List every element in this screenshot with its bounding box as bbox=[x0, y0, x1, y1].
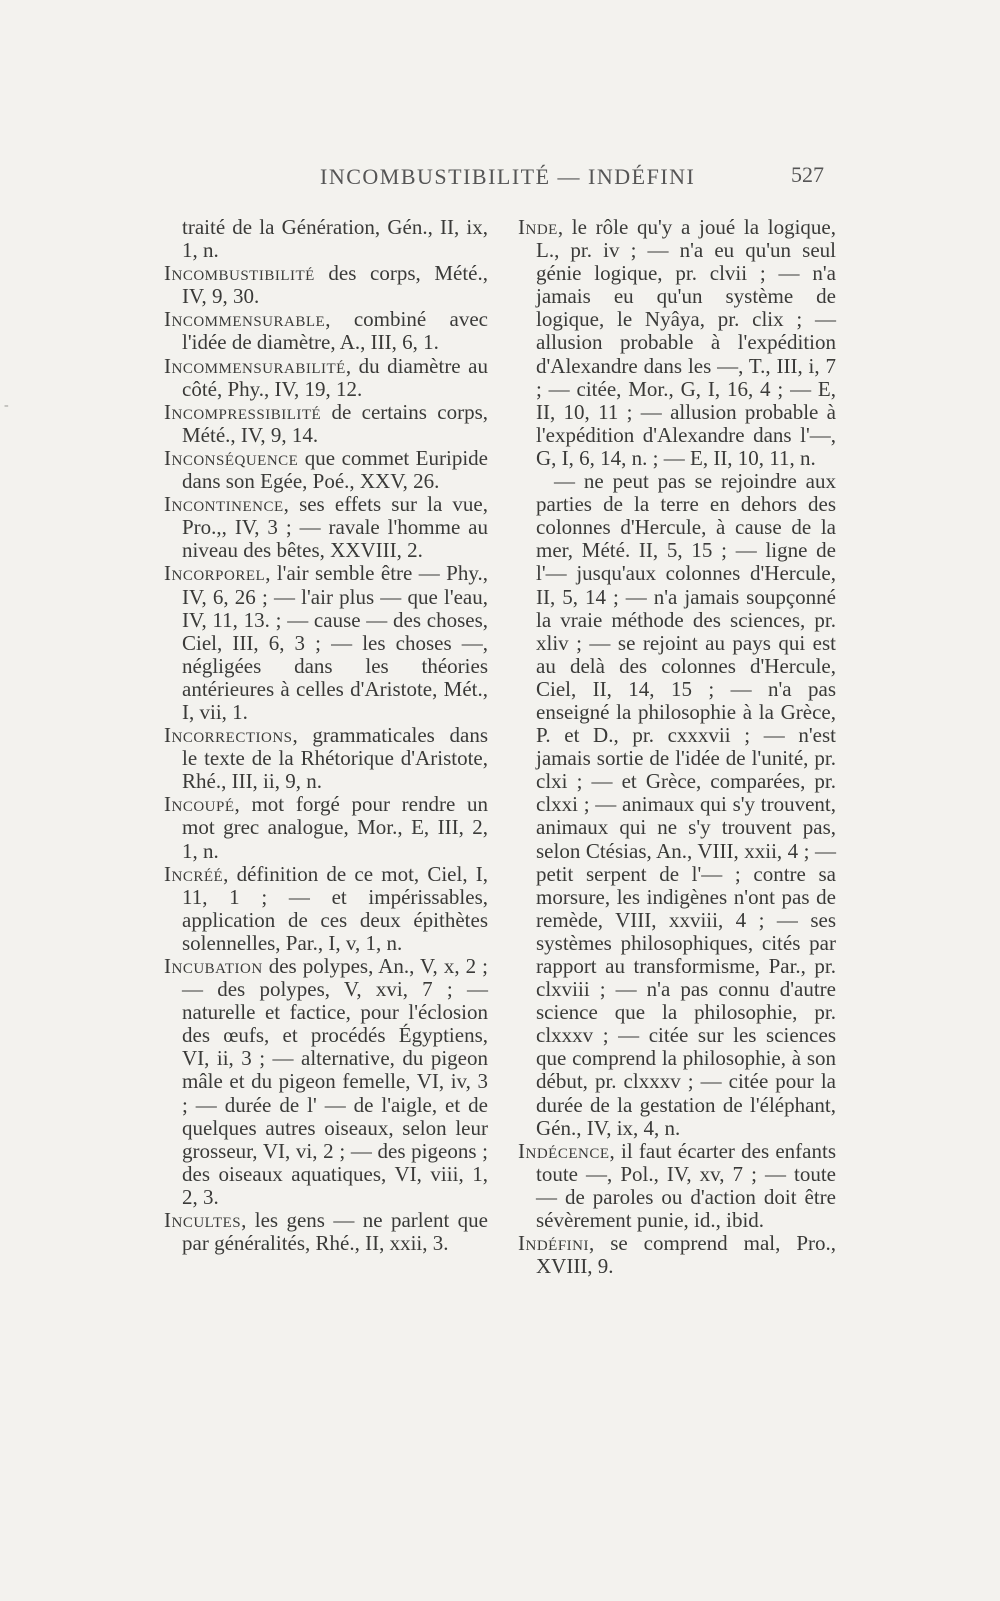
entry-headword: Incorporel bbox=[164, 561, 266, 586]
index-entry bbox=[164, 562, 488, 724]
entry-headword: Incommensurable bbox=[164, 307, 326, 332]
right-entries bbox=[518, 1140, 836, 1279]
index-entry bbox=[164, 863, 488, 955]
index-entry bbox=[518, 1232, 836, 1278]
index-entry bbox=[164, 955, 488, 1209]
entry-headword: Inconséquence bbox=[164, 445, 299, 470]
entry-headword: Incommensurabilité bbox=[164, 353, 346, 378]
entry-text: , le rôle qu'y a joué la logique, L., pr. iv ; — n'a eu qu'un seul génie logique, pr. clvii ; — n'a jamais eu qu'un système de logique, le Nyâya, pr. clix ; — allusion probable à l'expédition d'Alexandre dans les —, T., III, i, 7 ; — citée, Mor., G, I, 16, 4 ; — E, II, 10, 11 ; — allusion probable à l'expédition d'Alexandre dans l'—, G, I, 6, 14, n. ; — E, II, 10, 11, n. bbox=[536, 215, 836, 470]
entry-text: des corps, Mété., IV, 9, 30. bbox=[182, 261, 488, 309]
index-entry bbox=[164, 401, 488, 447]
margin-mark: - bbox=[4, 398, 9, 413]
entry-headword: Incompressibilité bbox=[164, 399, 322, 424]
right-column bbox=[518, 216, 836, 1278]
entry-text: que commet Euripide dans son Egée, Poé., XXV, 26. bbox=[182, 445, 488, 494]
entry-headword: Incombustibilité bbox=[164, 261, 315, 286]
index-entry bbox=[164, 447, 488, 493]
entry-text: , mot forgé pour rendre un mot grec analogue, Mor., E, III, 2, 1, n. bbox=[182, 792, 488, 863]
index-entry bbox=[164, 724, 488, 793]
left-column bbox=[164, 216, 488, 1255]
running-title: INCOMBUSTIBILITÉ — INDÉFINI bbox=[320, 164, 696, 189]
entry-headword: Incubation bbox=[164, 954, 263, 978]
index-entry bbox=[164, 493, 488, 562]
entry-headword: Incultes bbox=[164, 1208, 242, 1233]
entry-text: des polypes, An., V, x, 2 ; — des polypes, V, xvi, 7 ; — naturelle et factice, pour l'éclosion des œufs, et procédés Égyptiens, VI, ii, 3 ; — alternative, du pigeon mâle et du pigeon femelle, VI, iv, 3 ; — durée de l' — de l'aigle, et de quelques autres oiseaux, selon leur grosseur, VI, vi, 2 ; — des pigeons ; des oiseaux aquatiques, VI, viii, 1, 2, 3. bbox=[182, 954, 488, 1209]
entry-text: , l'air semble être — Phy., IV, 6, 26 ; — l'air plus — que l'eau, IV, 11, 13. ; — cause — des choses, Ciel, III, 6, 3 ; — les choses —, négligées dans les théories antérieures à celles d'Aristote, Mét., I, vii, 1. bbox=[182, 561, 488, 724]
running-header bbox=[160, 162, 830, 196]
index-entry bbox=[164, 1209, 488, 1255]
entry-headword: Inde bbox=[518, 215, 558, 239]
entry-headword: Indécence bbox=[518, 1138, 610, 1163]
entry-text: , il faut écarter des enfants toute —, Pol., IV, xv, 7 ; — toute — de paroles ou d'action doit être sévèrement punie, id., ibid. bbox=[536, 1138, 836, 1233]
entry-text: , du diamètre au côté, Phy., IV, 19, 12. bbox=[182, 353, 488, 401]
index-entry bbox=[164, 308, 488, 354]
entry-text: , ses effets sur la vue, Pro.,, IV, 3 ; — ravale l'homme au niveau des bêtes, XXVIII, 2. bbox=[182, 492, 488, 563]
entry-headword: Incoupé bbox=[164, 792, 235, 817]
left-entries bbox=[164, 262, 488, 1255]
page-number: 527 bbox=[791, 162, 824, 187]
entry-text: de certains corps, Mété., IV, 9, 14. bbox=[182, 399, 488, 447]
entry-text: , se comprend mal, Pro., XVIII, 9. bbox=[536, 1231, 836, 1279]
index-entry bbox=[164, 262, 488, 308]
index-subparagraph-inde: — ne peut pas se rejoindre aux parties de la terre en dehors des colonnes d'Hercule, à cause de la mer, Mété. II, 5, 15 ; — ligne de l'— jusqu'aux colonnes d'Hercule, II, 5, 14 ; — n'a jamais soupçonné la vraie méthode des sciences, pr. xliv ; — se rejoint au pays qui est au delà des colonnes d'Hercule, Ciel, II, 14, 15 ; — n'a pas enseigné la philosophie à la Grèce, P. et D., pr. cxxxvii ; — n'est jamais sortie de l'idée de l'unité, pr. clxi ; — et Grèce, comparées, pr. clxxi ; — animaux qui s'y trouvent, animaux qui ne s'y trouvent pas, selon Ctésias, An., VIII, xxii, 4 ; — petit serpent de l'— ; contre sa morsure, les indigènes n'ont pas de remède, VIII, xxviii, 4 ; — ses systèmes philosophiques, cités par rapport au transformisme, Par., pr. clxviii ; — n'a pas connu d'autre science que la philosophie, pr. clxxxv ; — citée sur les sciences que comprend la philosophie, à son début, pr. clxxxv ; — citée pour la durée de la gestation de l'éléphant, Gén., IV, ix, 4, n. bbox=[536, 469, 836, 1140]
continuation-text: traité de la Génération, Gén., II, ix, 1, n. bbox=[182, 215, 488, 263]
index-entry bbox=[164, 793, 488, 862]
index-entry bbox=[164, 355, 488, 401]
entry-text: , les gens — ne parlent que par généralités, Rhé., II, xxii, 3. bbox=[182, 1208, 488, 1256]
entry-text: , combiné avec l'idée de diamètre, A., III, 6, 1. bbox=[182, 307, 488, 355]
index-entry-inde bbox=[518, 216, 836, 470]
entry-text: , définition de ce mot, Ciel, I, 11, 1 ; — et impérissables, application de ces deux épithètes solennelles, Par., I, v, 1, n. bbox=[182, 861, 488, 955]
entry-text: , grammaticales dans le texte de la Rhétorique d'Aristote, Rhé., III, ii, 9, n. bbox=[182, 723, 488, 794]
entry-headword: Indéfini bbox=[518, 1231, 589, 1256]
entry-headword: Incontinence bbox=[164, 492, 284, 517]
entry-headword: Incréé bbox=[164, 861, 224, 886]
entry-headword: Incorrections bbox=[164, 723, 293, 748]
index-entry bbox=[518, 1140, 836, 1232]
